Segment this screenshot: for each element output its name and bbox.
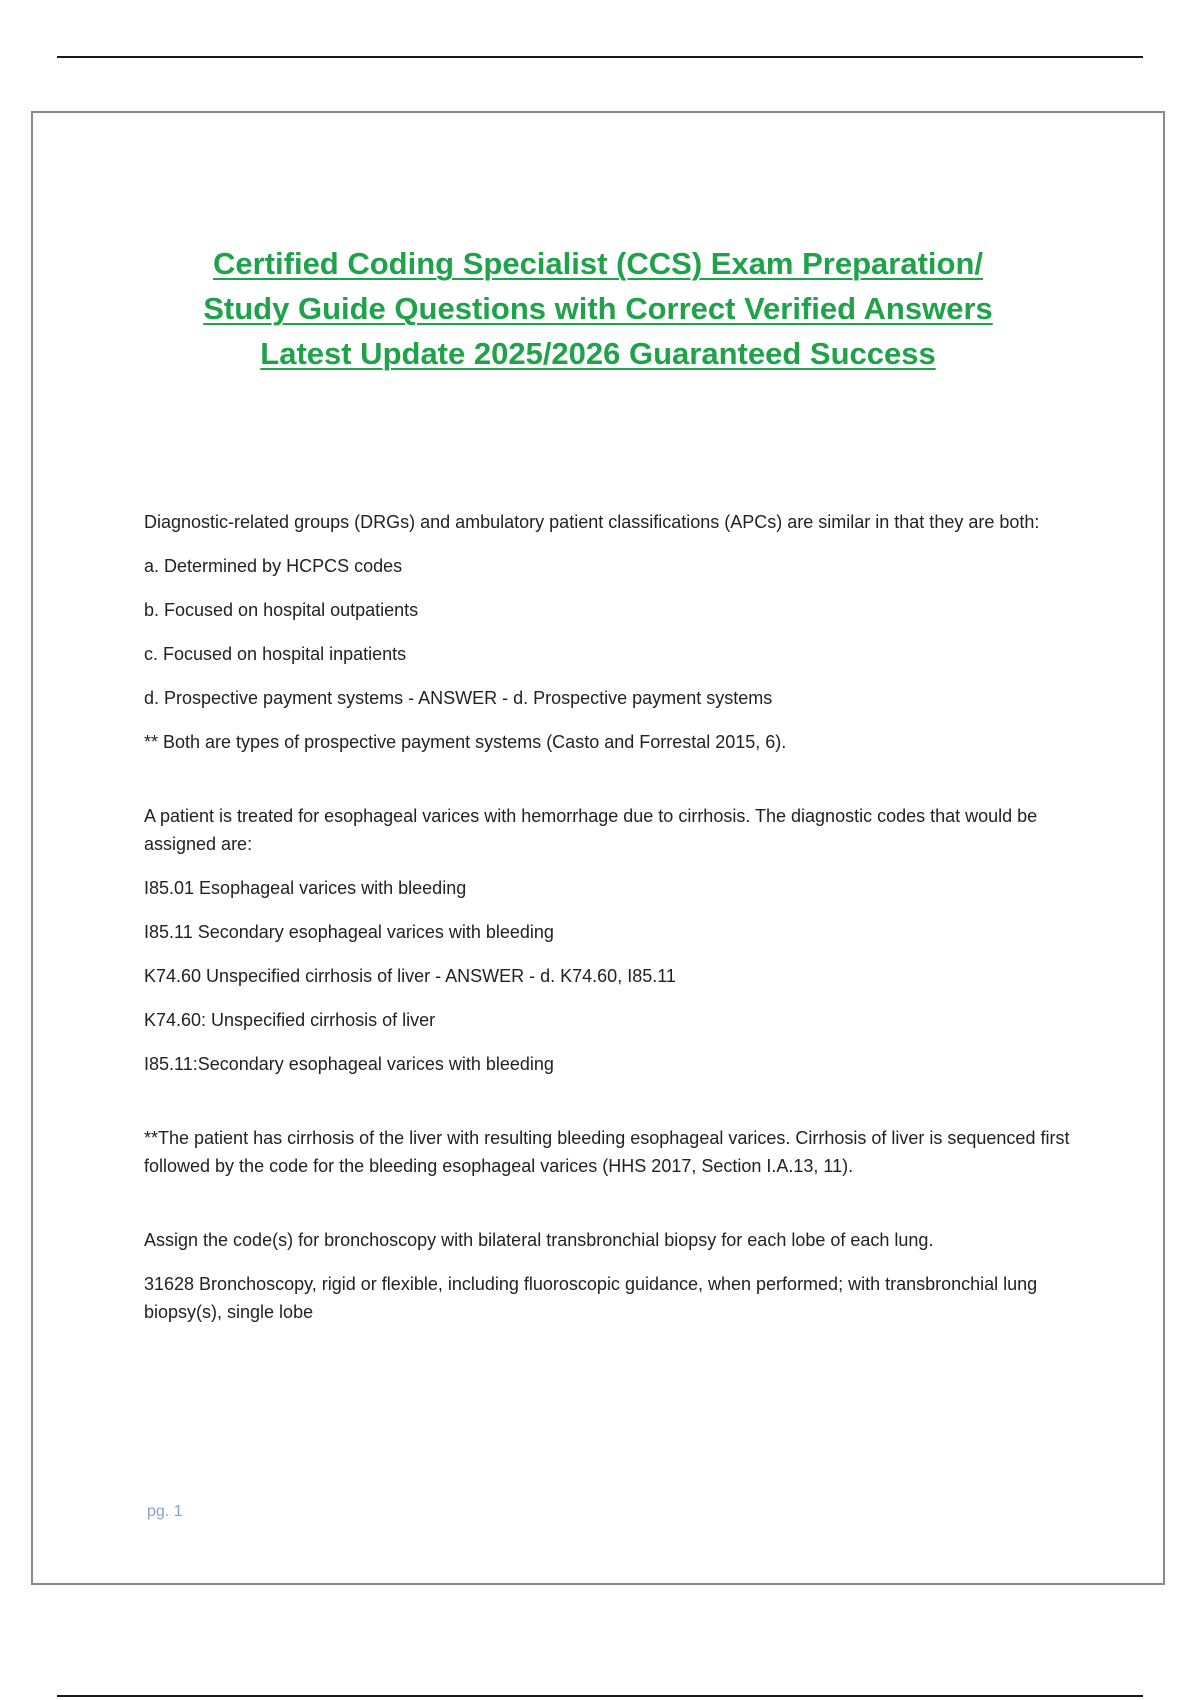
document-title [33, 241, 1163, 376]
answer-option: c. Focused on hospital inpatients [144, 644, 407, 664]
document-page [31, 111, 1165, 1585]
question-stem: A patient is treated for esophageal varices with hemorrhage due to cirrhosis. The diagnostic codes that would be assigned are: [144, 806, 1038, 854]
question-stem: Assign the code(s) for bronchoscopy with bilateral transbronchial biopsy for each lobe of each lung. [144, 1230, 934, 1250]
answer-option: I85.11 Secondary esophageal varices with bleeding [144, 922, 554, 942]
code-line: I85.11:Secondary esophageal varices with bleeding [144, 1054, 554, 1074]
question-block [144, 1226, 1094, 1326]
page-number: pg. 1 [147, 1503, 183, 1520]
document-body [144, 508, 1094, 1342]
answer-option: I85.01 Esophageal varices with bleeding [144, 878, 467, 898]
answer-option: a. Determined by HCPCS codes [144, 556, 403, 576]
code-line: 31628 Bronchoscopy, rigid or flexible, including fluoroscopic guidance, when performed; with transbronchial lung biopsy(s), single lobe [144, 1274, 1038, 1322]
code-line: K74.60: Unspecified cirrhosis of liver [144, 1010, 436, 1030]
rationale: ** Both are types of prospective payment systems (Casto and Forrestal 2015, 6). [144, 732, 787, 752]
title-line: Latest Update 2025/2026 Guaranteed Success [260, 336, 936, 371]
rationale: **The patient has cirrhosis of the liver with resulting bleeding esophageal varices. Cirrhosis of liver is sequenced first followed by the code for the bleeding esophageal varices (HHS 2017, Section I.A.13, 11). [144, 1128, 1070, 1176]
top-rule [57, 56, 1143, 58]
answer-option: b. Focused on hospital outpatients [144, 600, 419, 620]
question-block [144, 802, 1094, 1180]
title-line: Study Guide Questions with Correct Verified Answers [203, 291, 993, 326]
title-line: Certified Coding Specialist (CCS) Exam Preparation/ [213, 246, 983, 281]
answer-option: K74.60 Unspecified cirrhosis of liver - ANSWER - d. K74.60, I85.11 [144, 966, 676, 986]
question-block [144, 508, 1094, 756]
question-stem: Diagnostic-related groups (DRGs) and ambulatory patient classifications (APCs) are similar in that they are both: [144, 512, 1040, 532]
answer-option: d. Prospective payment systems - ANSWER - d. Prospective payment systems [144, 688, 773, 708]
bottom-rule [57, 1695, 1143, 1697]
